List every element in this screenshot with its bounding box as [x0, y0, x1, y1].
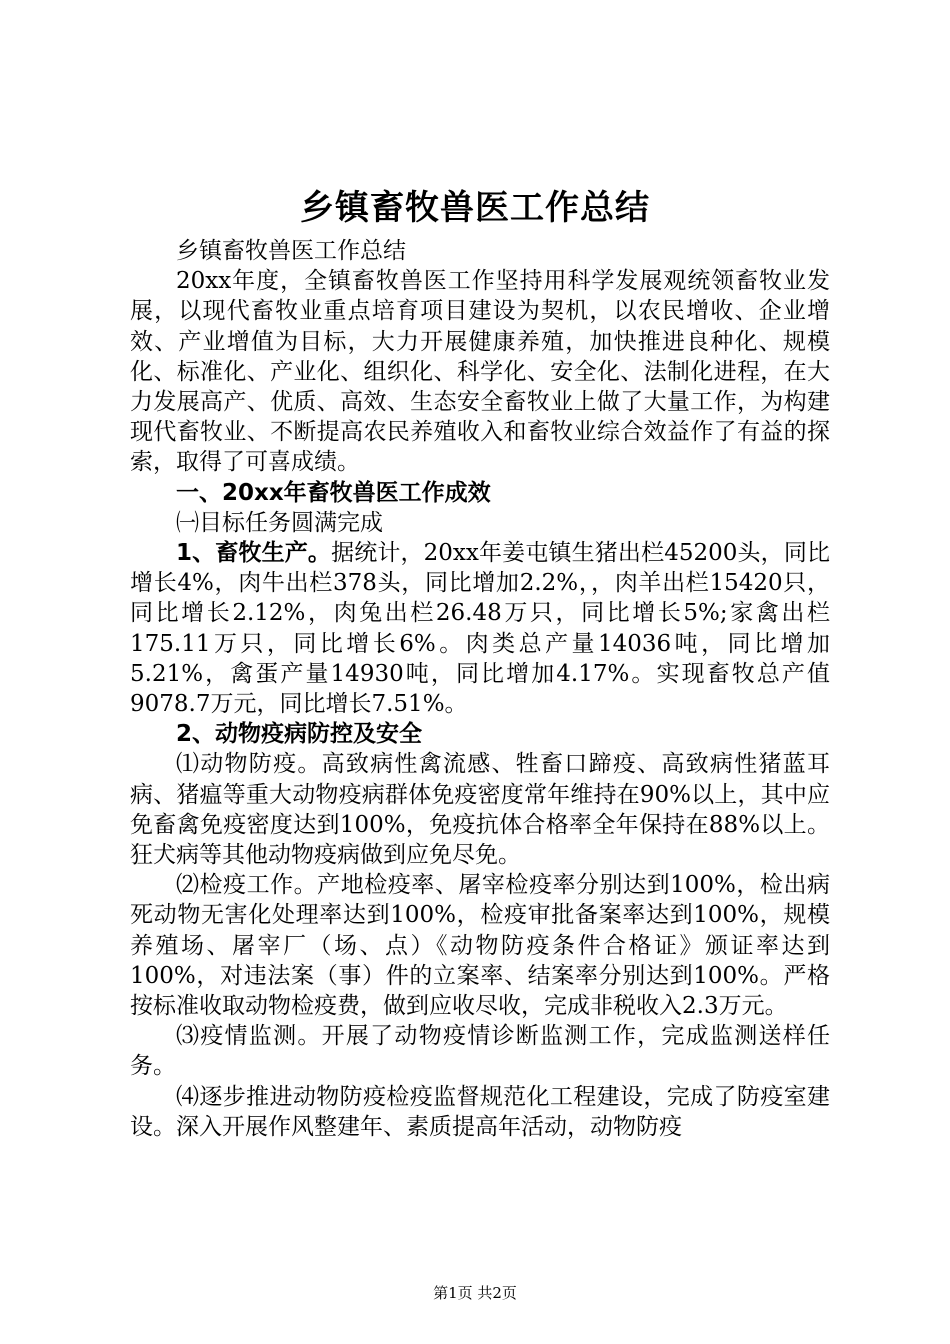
epidemic-prevention-paragraph: ⑴动物防疫。高致病性禽流感、牲畜口蹄疫、高致病性猪蓝耳病、猪瘟等重大动物疫病群体免疫密度常年维持在90%以上，其中应免畜禽免疫密度达到100%，免疫抗体合格率全年保持在88%以上。狂犬病等其他动物疫病做到应免尽免。 [130, 751, 830, 869]
document-body [130, 236, 830, 1142]
livestock-production-paragraph [130, 538, 830, 719]
quarantine-paragraph: ⑵检疫工作。产地检疫率、屠宰检疫率分别达到100%，检出病死动物无害化处理率达到100%，检疫审批备案率达到100%，规模养殖场、屠宰厂（场、点）《动物防疫条件合格证》颁证率达到100%，对违法案（事）件的立案率、结案率分别达到100%。严格按标准收取动物检疫费，做到应收尽收，完成非税收入2.3万元。 [130, 872, 830, 1020]
subtitle-paragraph: 乡镇畜牧兽医工作总结 [176, 238, 406, 264]
item-heading: 2、动物疫病防控及安全 [176, 721, 423, 748]
monitoring-paragraph: ⑶疫情监测。开展了动物疫情诊断监测工作，完成监测送样任务。 [130, 1023, 830, 1080]
standardization-paragraph: ⑷逐步推进动物防疫检疫监督规范化工程建设，完成了防疫室建设。深入开展作风整建年、素质提高年活动，动物防疫 [130, 1083, 830, 1140]
section-heading: 一、20xx年畜牧兽医工作成效 [176, 479, 491, 506]
document-title: 乡镇畜牧兽医工作总结 [300, 188, 650, 228]
item-lead: 1、畜牧生产。 [176, 540, 332, 567]
subsection-heading: ㈠目标任务圆满完成 [176, 509, 383, 536]
intro-paragraph: 20xx年度，全镇畜牧兽医工作坚持用科学发展观统领畜牧业发展，以现代畜牧业重点培育项目建设为契机，以农民增收、企业增效、产业增值为目标，大力开展健康养殖，加快推进良种化、规模化、标准化、产业化、组织化、科学化、安全化、法制化进程，在大力发展高产、优质、高效、生态安全畜牧业上做了大量工作，为构建现代畜牧业、不断提高农民养殖收入和畜牧业综合效益作了有益的探索，取得了可喜成绩。 [130, 268, 830, 476]
page-footer: 第1页 共2页 [433, 1284, 517, 1302]
item-text: 据统计，20xx年姜屯镇生猪出栏45200头，同比增长4%，肉牛出栏378头，同比增加2.2%，，肉羊出栏15420只，同比增长2.12%，肉兔出栏26.48万只，同比增长5%;家禽出栏175.11万只，同比增长6%。肉类总产量14036吨，同比增加5.21%，禽蛋产量14930吨，同比增加4.17%。实现畜牧总产值9078.7万元，同比增长7.51%。 [130, 540, 830, 718]
